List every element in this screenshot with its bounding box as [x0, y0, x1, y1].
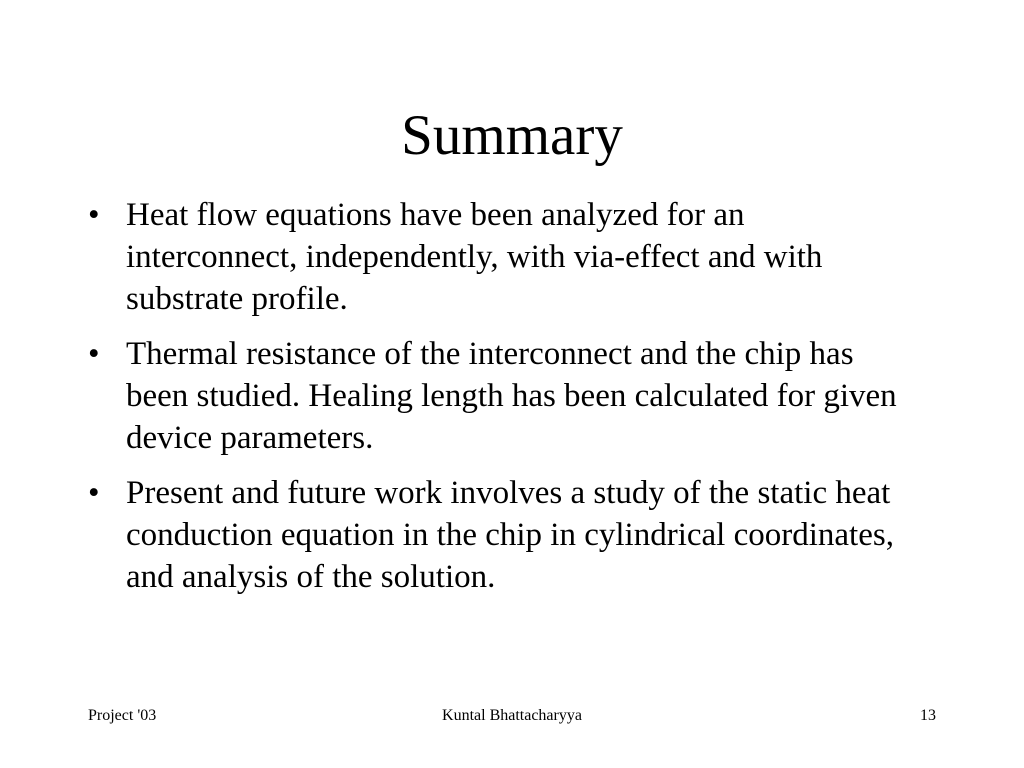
slide-title: Summary — [401, 104, 623, 167]
bullet-list — [88, 194, 908, 611]
footer-page-number: 13 — [920, 707, 936, 724]
footer-project: Project '03 — [88, 707, 157, 724]
bullet-marker: • — [88, 336, 100, 372]
bullet-text: Present and future work involves a study of the static heat conduction equation in the chip in cylindrical coordinates, and analysis of the solution. — [126, 475, 894, 595]
bullet-marker: • — [88, 197, 100, 233]
bullet-marker: • — [88, 475, 100, 511]
bullet-text: Thermal resistance of the interconnect and the chip has been studied. Healing length has been calculated for given device parameters. — [126, 336, 897, 456]
bullet-item — [88, 194, 908, 320]
bullet-item — [88, 472, 908, 598]
bullet-text: Heat flow equations have been analyzed for an interconnect, independently, with via-effect and with substrate profile. — [126, 197, 823, 317]
footer-author: Kuntal Bhattacharyya — [442, 707, 582, 724]
bullet-item — [88, 333, 908, 459]
